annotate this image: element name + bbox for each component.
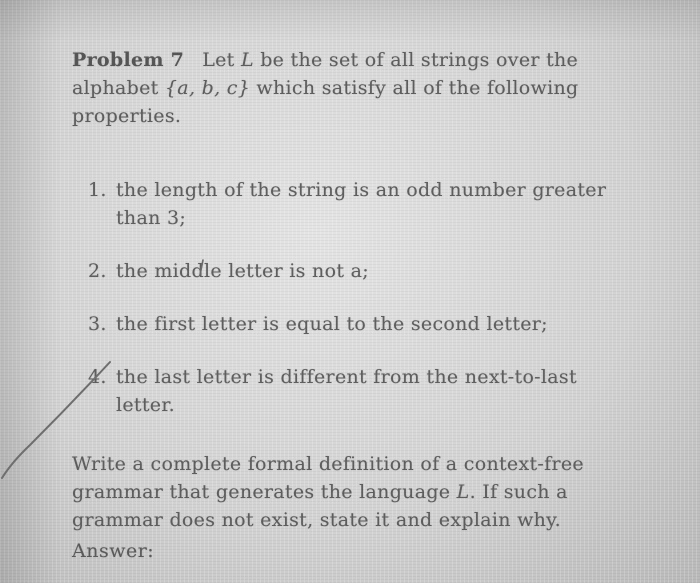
instruction-part1: Write a complete formal definition of a context-free grammar that generates the language [72,453,584,503]
instruction-part2: . If such a grammar does not exist, state it and explain why. [72,481,568,531]
property-item-4 [88,363,633,419]
language-symbol: L [456,481,470,503]
property-item-3 [88,310,633,338]
statement-text-part2: be the set of all strings over the alphabet [72,49,579,99]
page-shadow-top [0,0,700,40]
page-shadow-left [0,0,60,583]
property-number: 2. [88,260,107,282]
property-number: 3. [88,313,107,335]
problem-heading: Problem 7 [72,49,185,71]
property-number: 1. [88,179,107,201]
statement-text-part1: Let [202,49,241,71]
property-text: the last letter is different from the next-to-last letter. [116,366,577,416]
statement-text-part3: which satisfy all of the following properties. [72,77,579,127]
answer-label: Answer: [72,540,155,562]
property-text: the first letter is equal to the second letter; [116,313,548,335]
problem-statement [72,46,632,130]
property-item-1 [88,176,633,232]
language-symbol: L [240,49,254,71]
property-number: 4. [88,366,107,388]
instruction-text [72,450,632,534]
property-text: the middle letter is not a; [116,260,369,282]
property-text: the length of the string is an odd number greater than 3; [116,179,607,229]
alphabet-set: {a, b, c} [164,77,251,99]
property-item-2 [88,257,633,285]
properties-list [88,176,633,419]
